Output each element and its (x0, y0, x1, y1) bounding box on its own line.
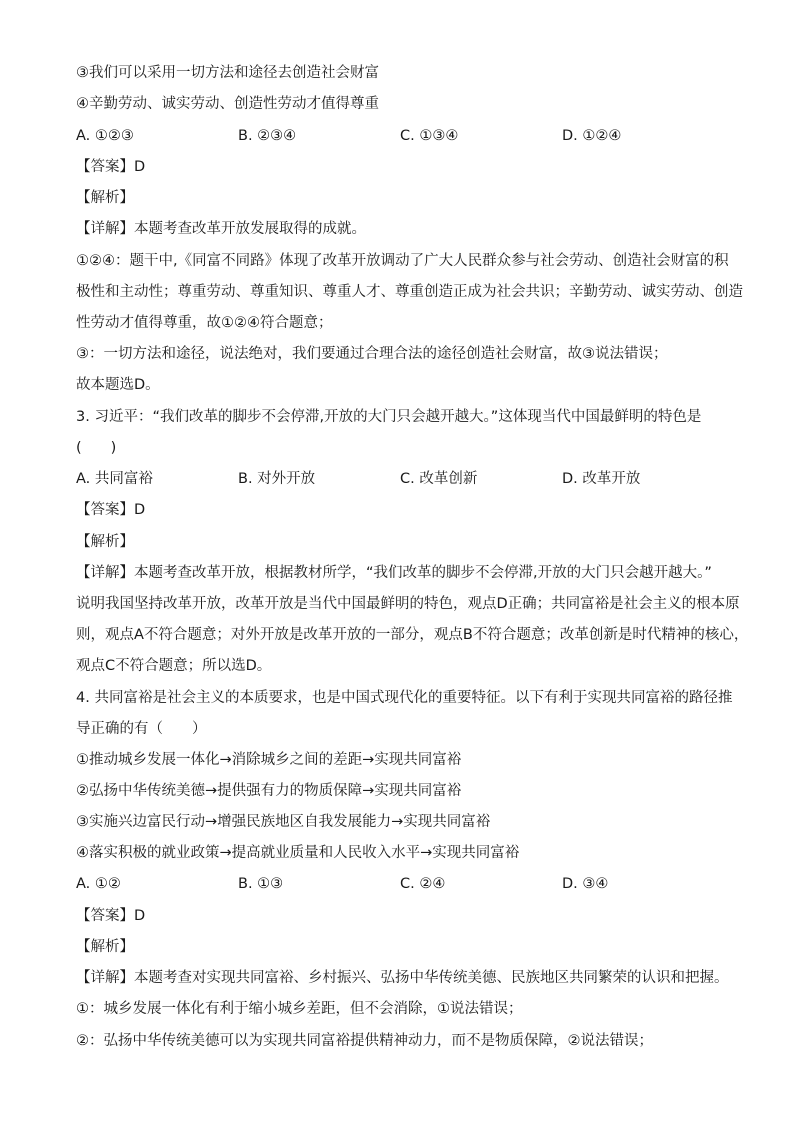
q3-option-a: A. 共同富裕 (76, 471, 153, 487)
q2-conclusion: 故本题选D。 (76, 377, 160, 393)
q2-detail: 【详解】本题考查改革开放发展取得的成就。 (76, 221, 366, 237)
q2-option-c: C. ①③④ (400, 128, 459, 144)
q2-analysis-heading: 【解析】 (76, 190, 134, 206)
q3-stem-bracket: ( ) (76, 440, 117, 456)
q3-options (76, 469, 736, 489)
q3-paragraph-line: 则，观点A不符合题意；对外开放是改革开放的一部分，观点B不符合题意；改革创新是时代精神的核心， (76, 627, 749, 643)
q4-statement-1: ①推动城乡发展一体化→消除城乡之间的差距→实现共同富裕 (76, 752, 462, 768)
q2-paragraph-line: 极性和主动性；尊重劳动、尊重知识、尊重人才、尊重创造正成为社会共识；辛勤劳动、诚实劳动、创造 (76, 284, 743, 300)
q2-option-a: A. ①②③ (76, 128, 134, 144)
q4-statement-3: ③实施兴边富民行动→增强民族地区自我发展能力→实现共同富裕 (76, 814, 491, 830)
q4-option-c: C. ②④ (400, 876, 446, 892)
q3-stem: 3. 习近平：“我们改革的脚步不会停滞,开放的大门只会越开越大。”这体现当代中国最鲜明的特色是 (76, 409, 702, 425)
q2-paragraph-line: 性劳动才值得尊重，故①②④符合题意； (76, 315, 333, 331)
q4-option-a: A. ①② (76, 876, 121, 892)
q4-detail: 【详解】本题考查对实现共同富裕、乡村振兴、弘扬中华传统美德、民族地区共同繁荣的认识和把握。 (76, 970, 729, 986)
statement-4: ④辛勤劳动、诚实劳动、创造性劳动才值得尊重 (76, 96, 379, 112)
q3-paragraph-line: 观点C不符合题意；所以选D。 (76, 658, 272, 674)
q4-statement-2: ②弘扬中华传统美德→提供强有力的物质保障→实现共同富裕 (76, 783, 462, 799)
q3-paragraph-line: 说明我国坚持改革开放，改革开放是当代中国最鲜明的特色，观点D正确；共同富裕是社会主义的根本原 (76, 596, 740, 612)
q4-paragraph-line: ①：城乡发展一体化有利于缩小城乡差距，但不会消除，①说法错误； (76, 1001, 523, 1017)
q4-option-b: B. ①③ (238, 876, 284, 892)
statement-3: ③我们可以采用一切方法和途径去创造社会财富 (76, 65, 379, 81)
q3-paragraph-line: 【详解】本题考查改革开放，根据教材所学，“我们改革的脚步不会停滞,开放的大门只会越开越大。” (76, 565, 712, 581)
q4-stem: 4. 共同富裕是社会主义的本质要求，也是中国式现代化的重要特征。以下有利于实现共同富裕的路径推 (76, 690, 733, 706)
q3-analysis-heading: 【解析】 (76, 534, 134, 550)
q4-statement-4: ④落实积极的就业政策→提高就业质量和人民收入水平→实现共同富裕 (76, 845, 520, 861)
q4-answer: 【答案】D (76, 908, 146, 924)
q2-options (76, 126, 736, 146)
q3-option-c: C. 改革创新 (400, 471, 478, 487)
q2-answer: 【答案】D (76, 159, 146, 175)
q4-stem-cont: 导正确的有（ ） (76, 721, 207, 737)
q3-option-b: B. 对外开放 (238, 471, 316, 487)
q2-option-b: B. ②③④ (238, 128, 297, 144)
q3-option-d: D. 改革开放 (562, 471, 641, 487)
q4-paragraph-line: ②：弘扬中华传统美德可以为实现共同富裕提供精神动力，而不是物质保障，②说法错误； (76, 1033, 653, 1049)
q2-option-d: D. ①②④ (562, 128, 622, 144)
q2-paragraph-line: ①②④：题干中,《同富不同路》体现了改革开放调动了广大人民群众参与社会劳动、创造社会财富的积 (76, 253, 729, 269)
q2-paragraph-line: ③：一切方法和途径，说法绝对，我们要通过合理合法的途径创造社会财富，故③说法错误； (76, 346, 668, 362)
q3-answer: 【答案】D (76, 502, 146, 518)
q4-analysis-heading: 【解析】 (76, 939, 134, 955)
q4-options (76, 874, 736, 894)
q4-option-d: D. ③④ (562, 876, 609, 892)
